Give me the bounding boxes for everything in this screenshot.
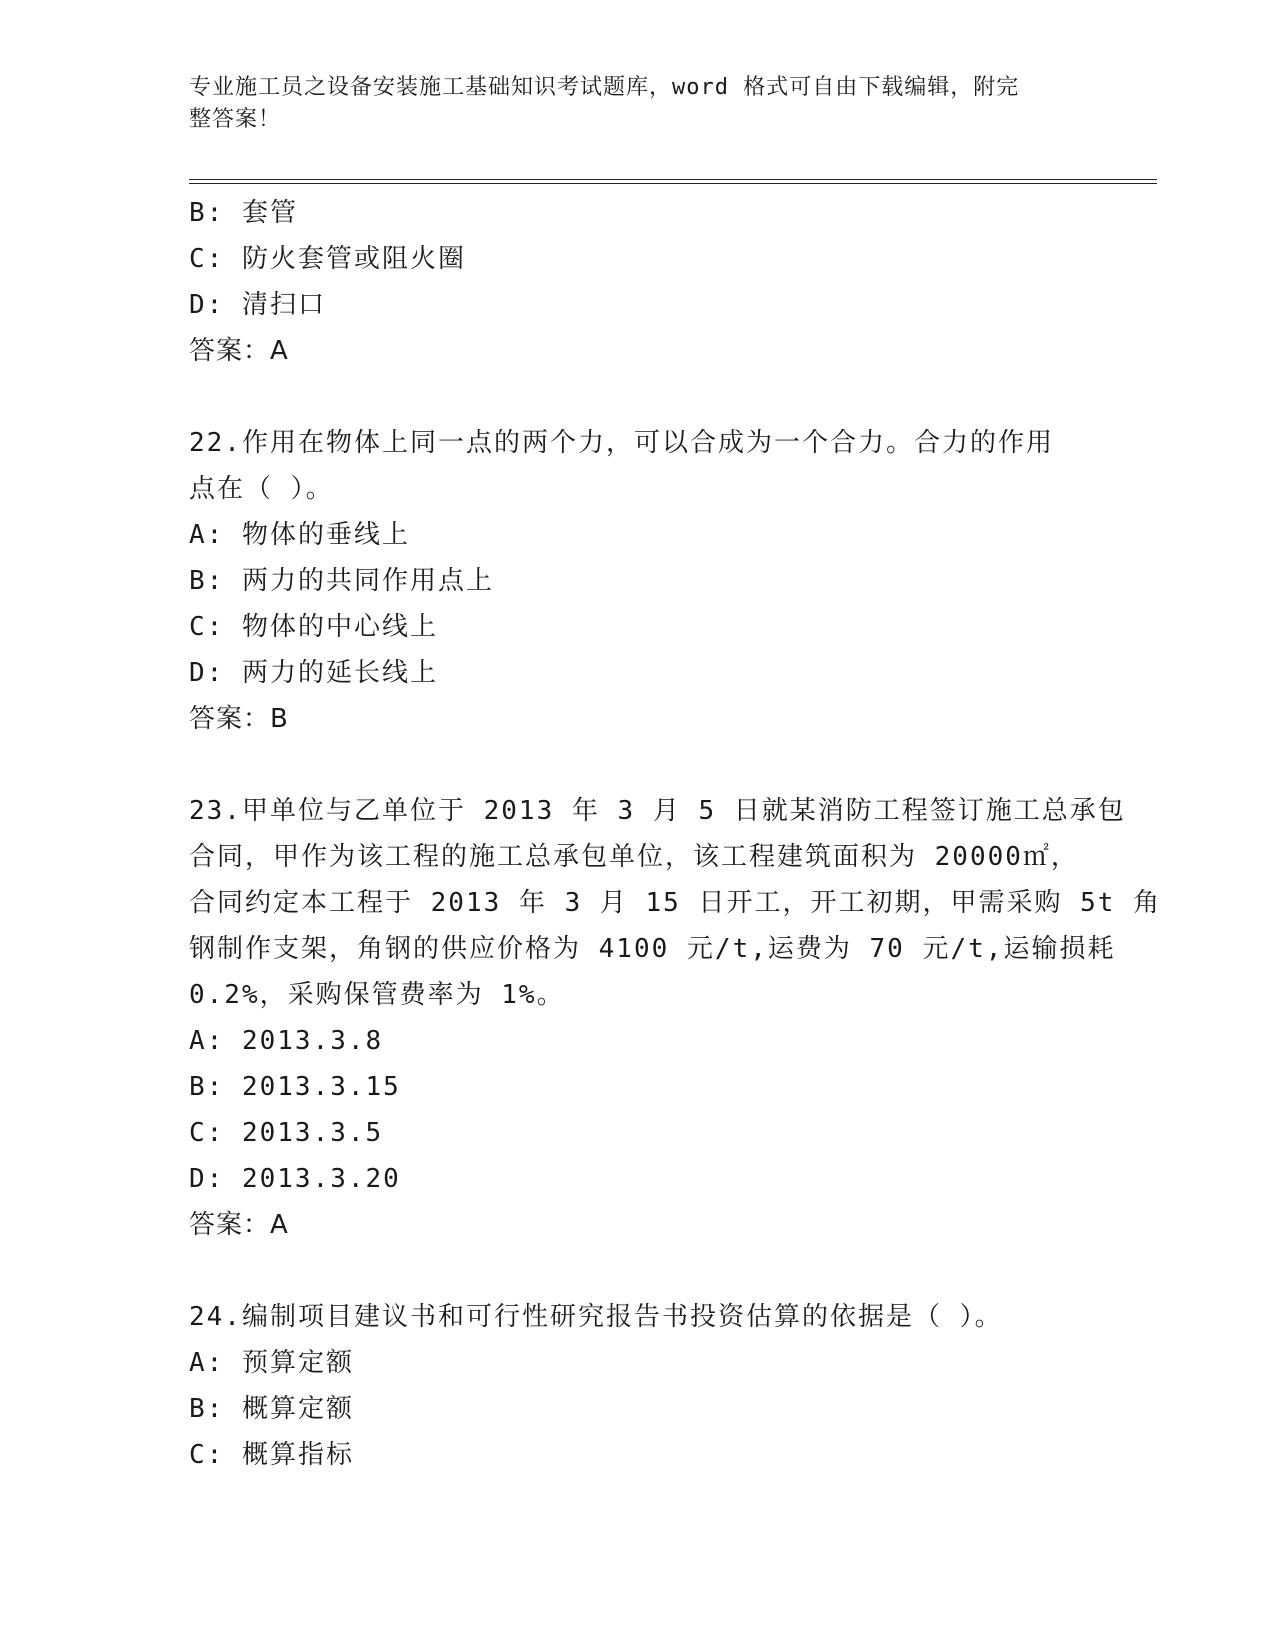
question-21-tail — [189, 190, 1089, 374]
option-c: C: 概算指标 — [189, 1440, 354, 1470]
header-title-line-2: 整答案！ — [189, 107, 282, 132]
option-c: C: 防火套管或阻火圈 — [189, 244, 466, 274]
option-b: B: 两力的共同作用点上 — [189, 566, 494, 596]
option-a: A: 预算定额 — [189, 1348, 354, 1378]
answer-label: 答案：B — [189, 704, 289, 734]
document-header — [189, 72, 1089, 136]
option-d: D: 两力的延长线上 — [189, 658, 438, 688]
option-a: A: 物体的垂线上 — [189, 520, 410, 550]
option-c: C: 物体的中心线上 — [189, 612, 438, 642]
option-b: B: 套管 — [189, 198, 298, 228]
option-c: C: 2013.3.5 — [189, 1118, 384, 1148]
spacer — [189, 1248, 1089, 1294]
question-stem-line: 合同约定本工程于 2013 年 3 月 15 日开工，开工初期，甲需采购 5t 角 — [189, 888, 1162, 918]
header-title-line-1: 专业施工员之设备安装施工基础知识考试题库，word 格式可自由下载编辑，附完 — [189, 75, 1020, 100]
option-d: D: 清扫口 — [189, 290, 326, 320]
option-b: B: 2013.3.15 — [189, 1072, 401, 1102]
answer-label: 答案：A — [189, 336, 289, 366]
header-divider-top — [189, 179, 1157, 180]
question-22 — [189, 420, 1089, 742]
question-stem-line: 合同，甲作为该工程的施工总承包单位，该工程建筑面积为 20000㎡， — [189, 842, 1079, 872]
question-stem-line: 23.甲单位与乙单位于 2013 年 3 月 5 日就某消防工程签订施工总承包 — [189, 796, 1126, 826]
option-a: A: 2013.3.8 — [189, 1026, 384, 1056]
question-stem-line: 24.编制项目建议书和可行性研究报告书投资估算的依据是（ ）。 — [189, 1302, 1003, 1332]
question-stem-line: 点在（ ）。 — [189, 474, 334, 504]
option-b: B: 概算定额 — [189, 1394, 354, 1424]
question-stem-line: 钢制作支架，角钢的供应价格为 4100 元/t,运费为 70 元/t,运输损耗 — [189, 934, 1116, 964]
answer-label: 答案：A — [189, 1210, 289, 1240]
option-d: D: 2013.3.20 — [189, 1164, 401, 1194]
question-23 — [189, 788, 1162, 1248]
spacer — [189, 742, 1089, 788]
header-divider-bottom — [189, 183, 1157, 184]
question-stem-line: 0.2%，采购保管费率为 1%。 — [189, 980, 565, 1010]
question-24 — [189, 1294, 1089, 1478]
question-list — [189, 190, 1162, 1478]
spacer — [189, 374, 1089, 420]
question-stem-line: 22.作用在物体上同一点的两个力，可以合成为一个合力。合力的作用 — [189, 428, 1054, 458]
